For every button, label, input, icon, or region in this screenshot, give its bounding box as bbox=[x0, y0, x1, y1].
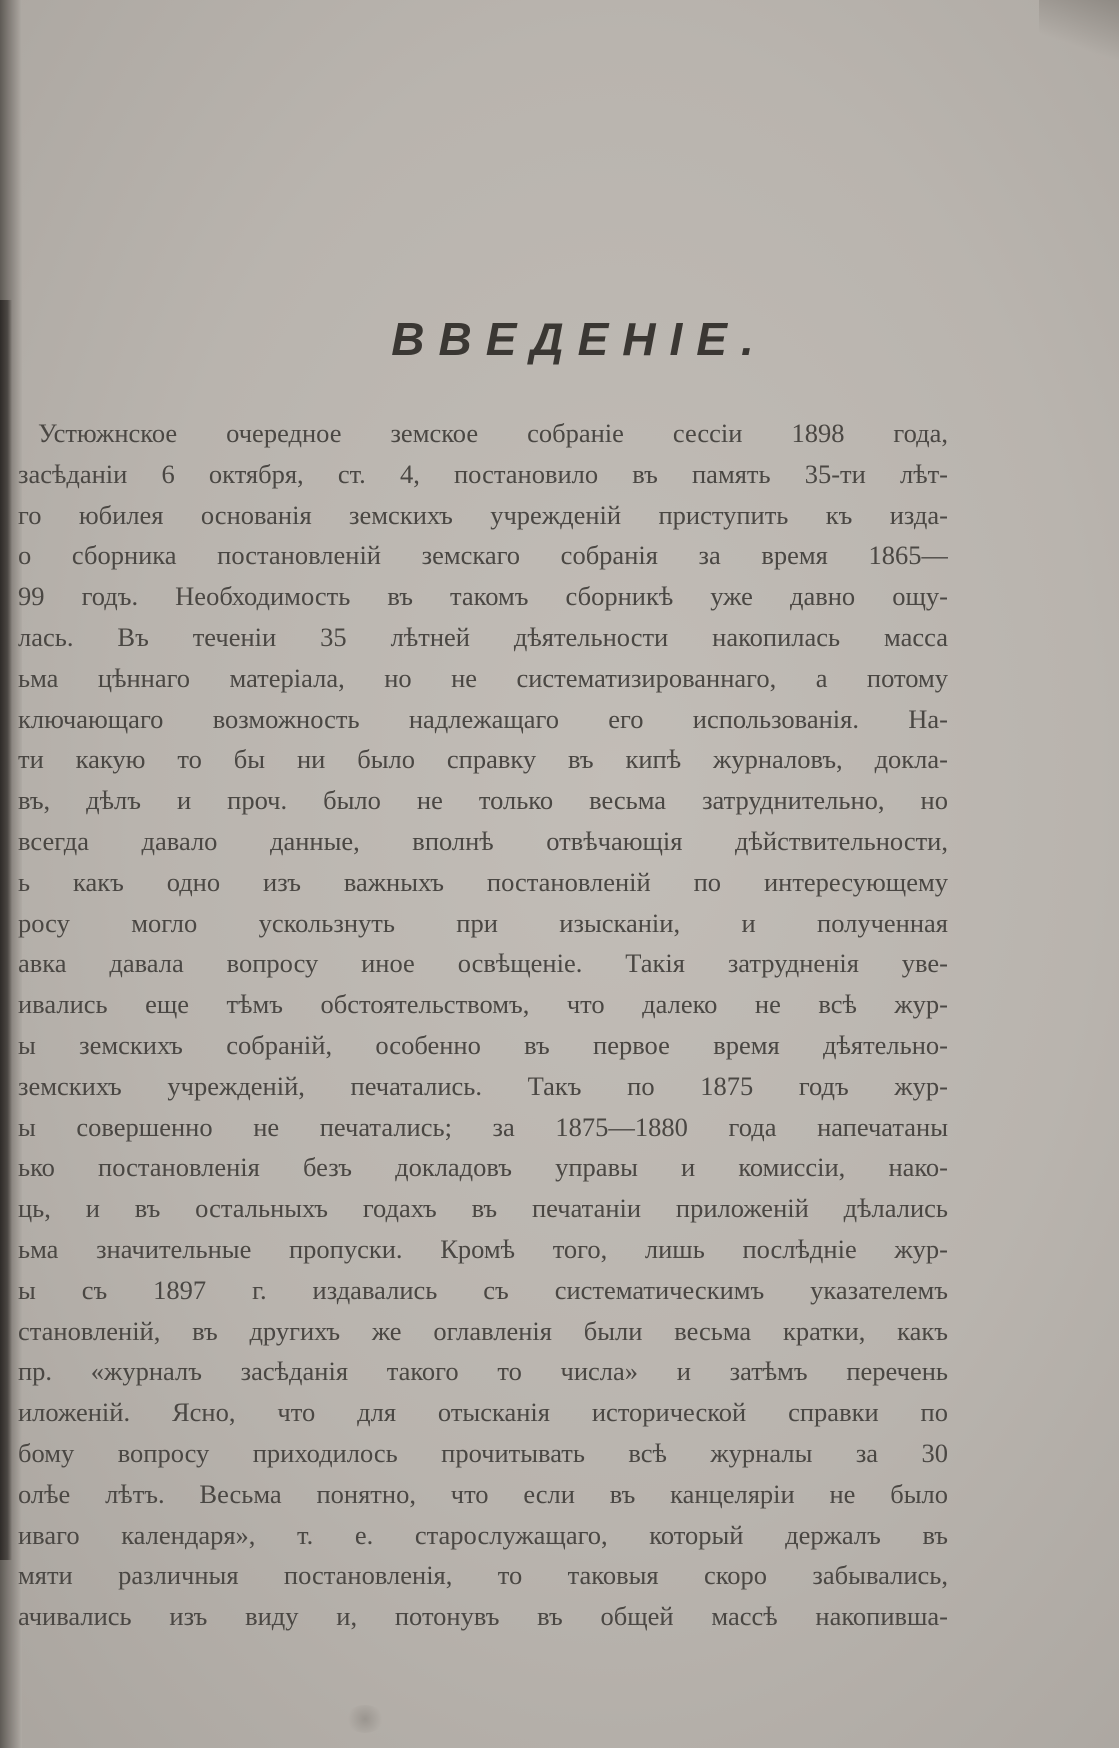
text-line: бому вопросу приходилось прочитывать всѣ журналы за 30 bbox=[18, 1437, 948, 1468]
text-line: ти какую то бы ни было справку въ кипѣ журналовъ, докла- bbox=[18, 744, 948, 775]
text-line: лась. Въ теченiи 35 лѣтней дѣятельности накопилась масса bbox=[18, 621, 948, 652]
text-line: пр. «журналъ засѣданiя такого то числа» и затѣмъ перечень bbox=[18, 1356, 948, 1387]
body-text bbox=[18, 413, 948, 1637]
text-line: мяти различныя постановленiя, то таковыя скоро забывались, bbox=[18, 1560, 948, 1591]
text-line: ачивались изъ виду и, потонувъ въ общей массѣ накопивша- bbox=[18, 1601, 948, 1632]
text-line: ць, и въ остальныхъ годахъ въ печатанiи приложенiй дѣлались bbox=[18, 1193, 948, 1224]
text-line: о сборника постановленiй земскаго собранiя за время 1865— bbox=[18, 540, 948, 571]
text-line: земскихъ учрежденiй, печатались. Такъ по 1875 годъ жур- bbox=[18, 1070, 948, 1101]
page-corner-fold bbox=[1039, 0, 1119, 60]
text-line: иваго календаря», т. е. старослужащаго, который держалъ въ bbox=[18, 1519, 948, 1550]
spine-shadow bbox=[0, 300, 12, 1560]
text-line: ы совершенно не печатались; за 1875—1880 года напечатаны bbox=[18, 1111, 948, 1142]
text-line: ключающаго возможность надлежащаго его использованiя. На- bbox=[18, 703, 948, 734]
paper-smudge bbox=[345, 1705, 385, 1733]
text-line: ьма цѣннаго матерiала, но не систематизированнаго, а потому bbox=[18, 662, 948, 693]
text-line: ько постановленiя безъ докладовъ управы и комиссiи, нако- bbox=[18, 1152, 948, 1183]
text-line: 99 годъ. Необходимость въ такомъ сборникѣ уже давно ощу- bbox=[18, 581, 948, 612]
text-line: авка давала вопросу иное освѣщенiе. Такiя затрудненiя уве- bbox=[18, 948, 948, 979]
text-line: засѣданiи 6 октября, ст. 4, постановило въ память 35-ти лѣт- bbox=[18, 458, 948, 489]
text-line: иложенiй. Ясно, что для отысканiя исторической справки по bbox=[18, 1397, 948, 1428]
text-line: росу могло ускользнуть при изысканiи, и полученная bbox=[18, 907, 948, 938]
section-title: ВВЕДЕНIЕ. bbox=[391, 313, 768, 365]
text-line: Устюжнское очередное земское собранiе сессiи 1898 года, bbox=[38, 418, 948, 448]
text-line: становленiй, въ другихъ же оглавленiя были весьма кратки, какъ bbox=[18, 1315, 948, 1346]
text-line: ьма значительные пропуски. Кромѣ того, лишь послѣднiе жур- bbox=[18, 1233, 948, 1264]
text-line: ивались еще тѣмъ обстоятельствомъ, что далеко не всѣ жур- bbox=[18, 989, 948, 1020]
text-line: ы съ 1897 г. издавались съ систематическимъ указателемъ bbox=[18, 1274, 948, 1305]
text-line: олѣе лѣтъ. Весьма понятно, что если въ канцелярiи не было bbox=[18, 1478, 948, 1509]
text-line: всегда давало данные, вполнѣ отвѣчающiя дѣйствительности, bbox=[18, 825, 948, 856]
text-line: въ, дѣлъ и проч. было не только весьма затруднительно, но bbox=[18, 785, 948, 816]
text-line: ы земскихъ собранiй, особенно въ первое время дѣятельно- bbox=[18, 1029, 948, 1060]
text-line: го юбилея основанiя земскихъ учрежденiй приступить къ изда- bbox=[18, 499, 948, 530]
text-line: ь какъ одно изъ важныхъ постановленiй по интересующему bbox=[18, 866, 948, 897]
